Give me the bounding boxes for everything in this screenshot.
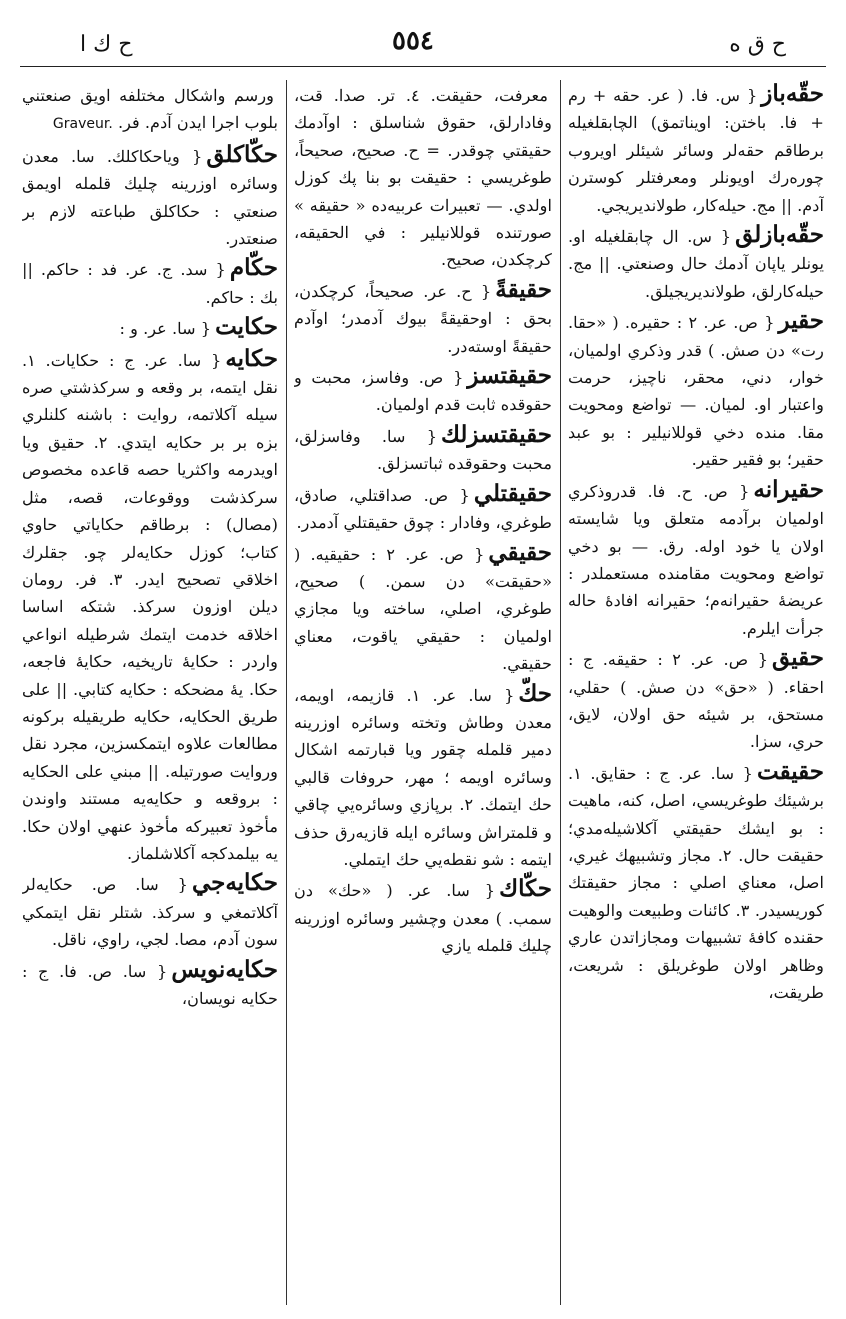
dictionary-entry <box>22 869 278 953</box>
definition: { سا. عر. ( «حك» دن سمب. ) معدن وچشير وسائره اوزرينه چليك قلمله يازي <box>294 881 552 956</box>
definition: { سا. وفاسزلق، محبت وحقوقده ثباتسزلق. <box>294 426 552 474</box>
headword: حكايه <box>225 344 278 372</box>
definition: { ص. عر. ٢ : حقيره. ( «حقا. رت» دن صش. ) قدر وذكري اولميان، خوار، دني، محقر، ناچيز، حرمت واعتبار او. لميان. — تواضع ومحويت مقا. منده دخي قوللانيلير : بو عبد حقير؛ بو فقير حقير. <box>568 313 824 470</box>
dictionary-entry <box>568 476 824 642</box>
headword: حقّه‌بازلق <box>735 221 824 249</box>
definition: ورسم واشكال مختلفه اويق صنعتني بلوب اجرا ايدن آدم. فر. <box>22 86 278 133</box>
dictionary-entry <box>22 345 278 868</box>
headword: حكايه‌جي <box>191 869 278 897</box>
headword: حكّام <box>229 254 278 282</box>
definition: { وياحكاكلك. سا. معدن وسائره اوزرينه چليك قلمله اويمق صنعتي : حكاكلق طباعته لازم بر صنعتدر. <box>22 146 278 249</box>
column-divider-right <box>560 80 561 1305</box>
page-number: ٥٥٤ <box>392 26 434 56</box>
headword: حقيقت <box>756 757 824 785</box>
headword: حكايه‌نويس <box>171 955 278 983</box>
definition: { سا. ص. فا. ج : حكايه نويسان، <box>22 961 278 1008</box>
definition: { ص. عر. ٢ : حقيقيه. ( «حقيقت» دن سمن. ) صحيح، طوغري، اصلي، ساخته ويا مجازي اولميان : حقيقي ياقوت، معناي حقيقي. <box>294 544 552 674</box>
dictionary-entry <box>294 480 552 537</box>
dictionary-entry <box>294 80 552 274</box>
headword: حكّاك <box>499 875 552 903</box>
definition: { ص. ح. فا. قدروذكري اولميان برآدمه متعلق ويا شايسته اولان يا خود اوله. رق. — بو دخي تواضع ومحويت مقامنده مستعملدر : عريضهٔ حقيرانه‌م؛ حقيرانه افادهٔ حاله جرأت ايلرم. <box>568 481 824 638</box>
headword: حقيرانه <box>753 475 824 503</box>
dictionary-entry <box>294 875 552 959</box>
dictionary-entry <box>568 80 824 219</box>
dictionary-entry <box>568 758 824 1007</box>
definition: { ح. عر. صحيحاً، كرچكدن، بحق : اوحقيقةً بيوك آدمدر؛ اوآدم حقيقةً اوسته‌در. <box>294 281 552 356</box>
dictionary-entry <box>294 421 552 478</box>
dictionary-entry <box>294 362 552 419</box>
definition: { ص. صداقتلي، صادق، طوغري، وفادار : چوق حقيقتلي آدمدر. <box>294 485 552 533</box>
header-rule <box>20 66 826 67</box>
column-divider-left <box>286 80 287 1305</box>
dictionary-entry <box>568 307 824 473</box>
definition: { س. ال چابقلغيله او. يونلر ياپان آدمك حال وصنعتي. || مج. حيله‌كارلق، طولانديريجيلق. <box>568 227 824 301</box>
headword: حكّ <box>518 679 552 707</box>
dictionary-entry <box>294 539 552 678</box>
dictionary-entry <box>22 80 278 139</box>
definition: { سا. عر. و : <box>119 319 212 339</box>
definition: { سا. عر. ج : حقايق. ١. برشيئك طوغريسي، اصل، كنه، ماهيت : بو ايشك حقيقتي آكلاشيله‌مدي؛ حقيقت حال. ٢. مجاز وتشبيهك غيري، اصل، معناي اصلي : مجاز حقيقتك كوريسيدر. ٣. كائنات وطبيعت والوهيت حقنده كافهٔ تشبيهات ومجازاتدن عاري وظاهر اولان طوغريلق : شريعت، طريقت، <box>568 763 824 1002</box>
definition: { سا. ص. حكايه‌لر آكلاتمغي و سركذ. شتلر نقل ايتمكي سون آدم، مصا. لجي، راوي، ناقل. <box>22 875 278 950</box>
definition: { سا. عر. ١. قازيمه، اويمه، معدن وطاش وتخته وسائره اوزرينه دمير قلمله چقور ويا قبارتمه اشكال وسائره اويمه ؛ مهر، حروفات قالبي حك ايتمك. ٢. برپازي وسائره‌يي چاقي و قلمتراش وسائره ايله قازيه‌رق حذف ايتمه : شو نقطه‌يي حك ايتملي. <box>294 685 552 869</box>
dictionary-entry <box>22 956 278 1013</box>
dictionary-entry <box>294 276 552 360</box>
dictionary-entry <box>22 141 278 253</box>
definition: معرفت، حقيقت. ٤. تر. صدا. قت، وفادارلق، حقوق شناسلق : اوآدمك حقيقتي چوقدر. = ح. صحيح، صحيحاً، طوغريسي : حقيقت بو بنا پك كوزل اولدي. — تعبيرات عربيه‌ده « حقيقه » صورتنده قوللانيلير : في الحقيقه، كرچكدن، صحيح. <box>294 86 552 270</box>
latin-gloss: Graveur. <box>52 116 113 133</box>
headword: حقيق <box>772 644 824 672</box>
column-left <box>22 80 278 1310</box>
definition: { سا. عر. ج : حكايات. ١. نقل ايتمه، بر وقعه و سركذشتي صره سيله آكلاتمه، روايت : باشنه كلنلري بزه بر بر حكايه ايتدي. ٢. حقيق ويا اويدرمه واكثريا حصه قاعده مخصوص سركذشت ووقوعات، قصه، مثل (مصال) : برطاقم حكاياتي حاوي كتاب؛ كوزل حكايه‌لر چو. جقلرك اخلاقي تصحيح ايدر. ٣. فر. رومان ديلن اوزون سركذ. شتكه اساسا اخلاقه خدمت ايتمك شرطيله انواعي واردر : حكايهٔ تاريخيه، حكايهٔ فاجعه، حكا. يهٔ مضحكه : حكايه كتابي. || على طريق الحكايه، حكايه طريقيله بركونه مطالعات علاوه ايتمكسزين، مجرد نقل وروايت صورتيله. || مبني على الحكايه : بروقعه و حكايه‌يه مستند واوندن مأخوذ تعبيركه مأخوذ عنهي اولان حكا. يه بيلمدكجه آكلاشلماز. <box>22 350 278 863</box>
column-right <box>568 80 824 1310</box>
page-header <box>20 18 826 68</box>
header-guide-word-left: ح ك ا <box>80 32 133 57</box>
headword: حكايت <box>215 313 278 341</box>
headword: حكّاكلق <box>206 140 278 168</box>
dictionary-entry <box>22 254 278 311</box>
headword: حقيقةً <box>495 275 552 303</box>
dictionary-entry <box>568 644 824 756</box>
headword: حقيقتسز <box>467 362 552 390</box>
dictionary-entry <box>22 313 278 342</box>
header-guide-word-right: ح ق ه <box>729 32 786 57</box>
dictionary-entry <box>294 680 552 874</box>
headword: حقير <box>778 307 824 335</box>
headword: حقيقتلي <box>473 479 552 507</box>
headword: حقيقي <box>488 538 552 566</box>
dictionary-entry <box>568 221 824 305</box>
headword: حقيقتسزلك <box>441 420 552 448</box>
definition: { س. فا. ( عر. حقه + رم + فا. باختن: اويناتمق) الچابقلغيله برطاقم حقه‌لر وسائر شيئلر اويروب چوره‌رك اويونلر ومعرفتلر كوسترن آدم. || مج. حيله‌كار، طولانديريجي. <box>568 86 824 215</box>
definition: { ص. وفاسز، محبت و حقوقده ثابت قدم اولميان. <box>294 368 552 415</box>
definition: { ص. عر. ٢ : حقيقه. ج : احقاء. ( «حق» دن صش. ) حقلي، مستحق، بر شيئه حق اولان، لايق، حري، سزا. <box>568 650 824 752</box>
headword: حقّه‌باز <box>761 80 824 107</box>
definition: { سد. ج. عر. فد : حاكم. || بك : حاكم. <box>22 260 278 307</box>
column-middle <box>294 80 552 1310</box>
